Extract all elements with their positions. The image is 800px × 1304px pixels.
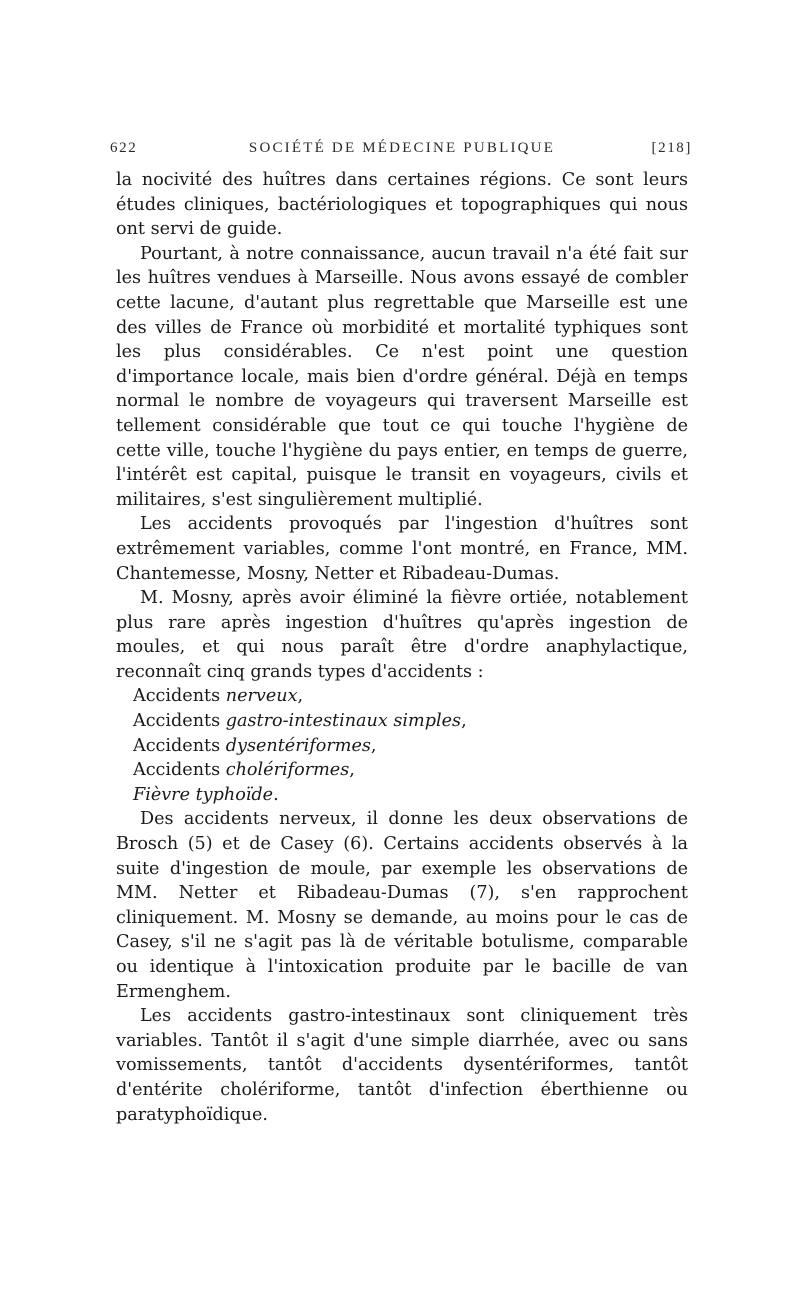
list-item-prefix: Accidents — [133, 711, 226, 732]
document-page — [110, 140, 692, 1127]
list-item-term: Fièvre typhoïde — [133, 784, 274, 805]
list-item — [116, 709, 688, 734]
page-number: 622 — [110, 140, 138, 156]
paragraph: la nocivité des huîtres dans certaines régions. Ce sont leurs études cliniques, bactériologiques et topographiques qui nous ont servi de guide. — [116, 170, 688, 240]
list-item-punct: . — [273, 784, 279, 805]
list-item-prefix: Accidents — [133, 735, 226, 756]
paragraph: M. Mosny, après avoir éliminé la fièvre ortiée, notablement plus rare après ingestion d'huîtres qu'après ingestion de moules, et qui nous paraît être d'ordre anaphylactique, reconnaît cinq grands types d'accidents : — [116, 588, 688, 682]
list-item — [116, 783, 688, 808]
list-item-punct: , — [349, 760, 355, 781]
paragraph: Pourtant, à notre connaissance, aucun travail n'a été fait sur les huîtres vendues à Marseille. Nous avons essayé de combler cette lacune, d'autant plus regrettable que Marseille est une des villes de France où morbidité et mortalité typhiques sont les plus considérables. Ce n'est point une question d'importance locale, mais bien d'ordre général. Déjà en temps normal le nombre de voyageurs qui traversent Marseille est tellement considérable que tout ce qui touche l'hygiène de cette ville, touche l'hygiène du pays entier, en temps de guerre, l'intérêt est capital, puisque le transit en voyageurs, civils et militaires, s'est singulièrement multiplié. — [116, 243, 688, 510]
list-item-term: gastro-intestinaux simples — [225, 711, 462, 732]
list-item-prefix: Accidents — [133, 760, 226, 781]
accident-types-list — [116, 684, 688, 807]
list-item-prefix: Accidents — [133, 686, 226, 707]
running-title: SOCIÉTÉ DE MÉDECINE PUBLIQUE — [248, 140, 556, 156]
paragraph: Les accidents provoqués par l'ingestion d'huîtres sont extrêmement variables, comme l'ont montré, en France, MM. Chantemesse, Mosny, Netter et Ribadeau-Dumas. — [116, 514, 688, 584]
list-item-term: nerveux — [225, 686, 298, 707]
list-item-term: dysentériformes — [225, 735, 371, 756]
list-item — [116, 734, 688, 759]
running-header — [110, 140, 692, 168]
section-number: [218] — [651, 140, 692, 156]
paragraph: Les accidents gastro-intestinaux sont cliniquement très variables. Tantôt il s'agit d'une simple diarrhée, avec ou sans vomissements, tantôt d'accidents dysentériformes, tantôt d'entérite cholériforme, tantôt d'infection éberthienne ou paratyphoïdique. — [116, 1006, 688, 1125]
list-item-punct: , — [297, 686, 304, 707]
list-item — [116, 758, 688, 783]
list-item-term: cholériformes — [225, 760, 350, 781]
body-text — [116, 168, 688, 1127]
list-item — [116, 684, 688, 709]
list-item-punct: , — [461, 711, 467, 732]
list-item-punct: , — [370, 735, 377, 756]
paragraph: Des accidents nerveux, il donne les deux observations de Brosch (5) et de Casey (6). Certains accidents observés à la suite d'ingestion de moule, par exemple les observations de MM. Netter et Ribadeau-Dumas (7), s'en rapprochent cliniquement. M. Mosny se demande, au moins pour le cas de Casey, s'il ne s'agit pas là de véritable botulisme, comparable ou identique à l'intoxication produite par le bacille de van Ermenghem. — [116, 809, 688, 1002]
